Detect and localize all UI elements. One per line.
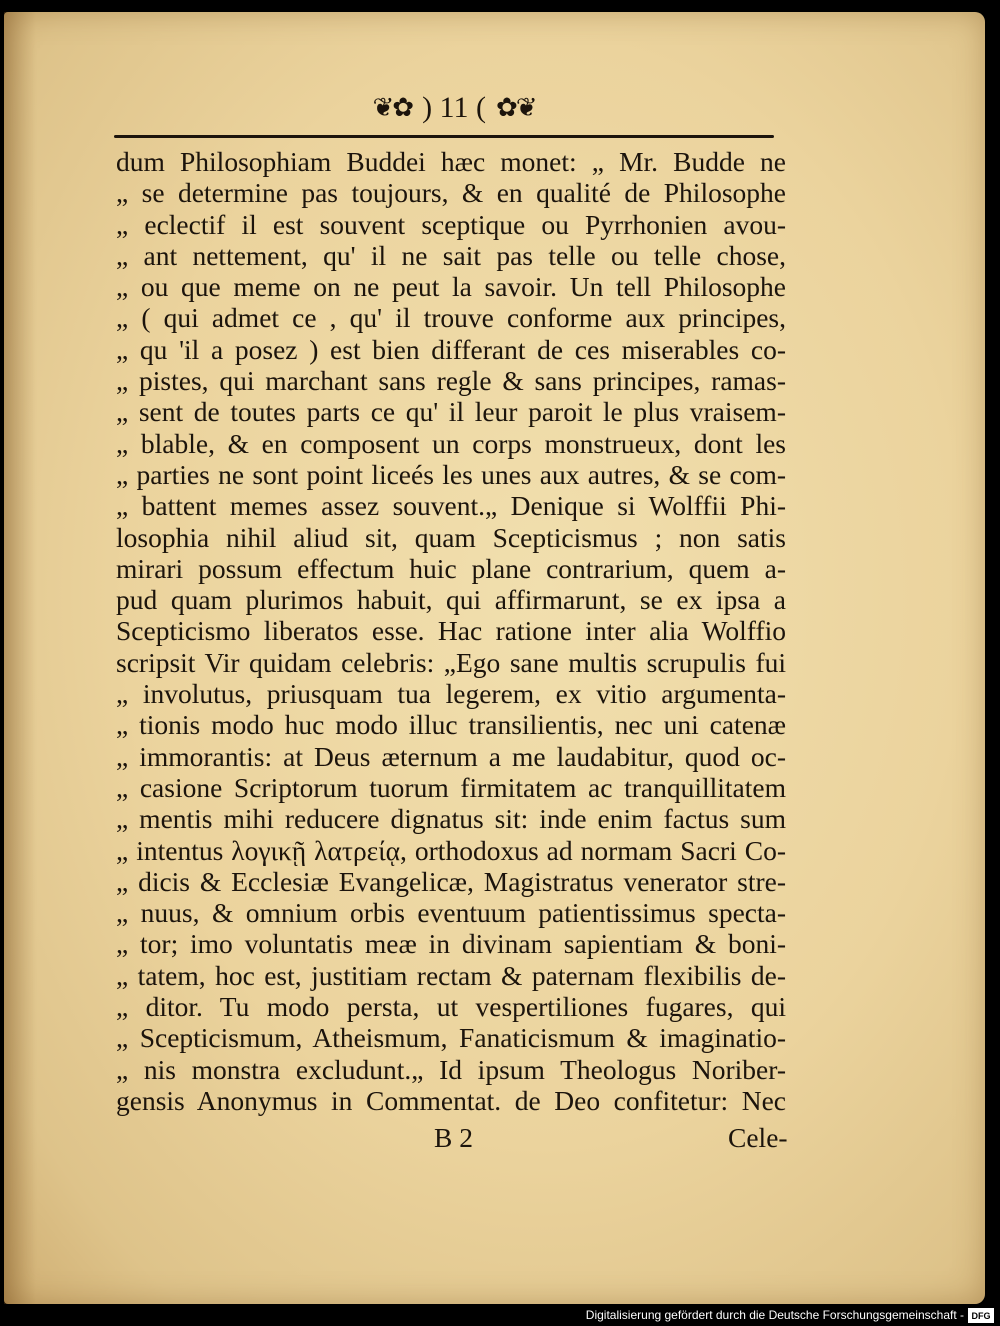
text-line: „ se determine pas toujours, & en qualité de Philosophe	[116, 177, 786, 209]
text-line: „ tor; imo voluntatis meæ in divinam sapientiam & boni-	[116, 928, 786, 960]
text-line: dum Philosophiam Buddei hæc monet: „ Mr. Budde ne	[116, 146, 786, 177]
text-line: „ immorantis: at Deus æternum a me laudabitur, quod oc-	[116, 740, 786, 772]
body-text	[116, 146, 786, 1116]
signature-mark: B 2	[434, 1122, 473, 1153]
digitization-credit: Digitalisierung gefördert durch die Deutsche Forschungsgemeinschaft -	[585, 1308, 964, 1322]
text-line: „ sent de toutes parts ce qu' il leur paroit le plus vraisem-	[116, 396, 786, 428]
text-line: „ parties ne sont point liceés les unes aux autres, & se com-	[116, 458, 786, 490]
text-line: „ nis monstra excludunt.„ Id ipsum Theologus Noriber-	[116, 1053, 786, 1085]
text-line: „ ou que meme on ne peut la savoir. Un tell Philosophe	[116, 271, 786, 303]
text-line: „ ( qui admet ce , qu' il trouve conforme aux principes,	[116, 302, 786, 334]
dfg-logo: DFG	[968, 1308, 994, 1323]
text-line: „ eclectif il est souvent sceptique ou Pyrrhonien avou-	[116, 208, 786, 240]
header-rule	[114, 135, 774, 138]
text-line: Scepticismo liberatos esse. Hac ratione inter alia Wolffio	[116, 615, 786, 647]
page-number: ) 11 (	[422, 91, 486, 124]
text-line: „ tatem, hoc est, justitiam rectam & paternam flexibilis de-	[116, 959, 786, 991]
text-line: „ blable, & en composent un corps monstrueux, dont les	[116, 427, 786, 459]
text-line: losophia nihil aliud sit, quam Scepticismus ; non satis	[116, 521, 786, 553]
text-line: „ qu 'il a posez ) est bien differant de ces miserables co-	[116, 333, 786, 365]
book-page	[4, 12, 985, 1304]
catchword: Cele-	[728, 1122, 788, 1153]
text-line: „ Scepticismum, Atheismum, Fanaticismum & imaginatio-	[116, 1022, 786, 1054]
text-line: „ ditor. Tu modo persta, ut vespertiliones fugares, qui	[116, 991, 786, 1023]
text-line: „ involutus, priusquam tua legerem, ex vitio argumenta-	[116, 678, 786, 710]
text-line: „ nuus, & omnium orbis eventuum patientissimus specta-	[116, 897, 786, 929]
running-header	[324, 88, 584, 128]
ornament-left-icon: ❦✿	[372, 93, 413, 122]
text-line: „ ant nettement, qu' il ne sait pas telle ou telle chose,	[116, 239, 786, 271]
text-line: „ pistes, qui marchant sans regle & sans principes, ramas-	[116, 365, 786, 397]
text-line: „ mentis mihi reducere dignatus sit: inde enim factus sum	[116, 803, 786, 835]
ornament-right-icon: ✿❦	[495, 93, 536, 122]
text-line: pud quam plurimos habuit, qui affirmarunt, se ex ipsa a	[116, 584, 786, 616]
text-line: mirari possum effectum huic plane contrarium, quem a-	[116, 552, 786, 584]
text-line: „ tionis modo huc modo illuc transilientis, nec uni catenæ	[116, 709, 786, 741]
text-line: gensis Anonymus in Commentat. de Deo confitetur: Nec	[116, 1084, 786, 1116]
text-line: „ dicis & Ecclesiæ Evangelicæ, Magistratus venerator stre-	[116, 865, 786, 897]
text-line: scripsit Vir quidam celebris: „Ego sane multis scrupulis fui	[116, 646, 786, 678]
text-line: „ casione Scriptorum tuorum firmitatem ac tranquillitatem	[116, 771, 786, 803]
text-line: „ intentus λογικῇ λατρείᾳ, orthodoxus ad normam Sacri Co-	[116, 834, 786, 866]
text-line: „ battent memes assez souvent.„ Denique si Wolffii Phi-	[116, 490, 786, 522]
page-footer	[116, 1122, 796, 1152]
